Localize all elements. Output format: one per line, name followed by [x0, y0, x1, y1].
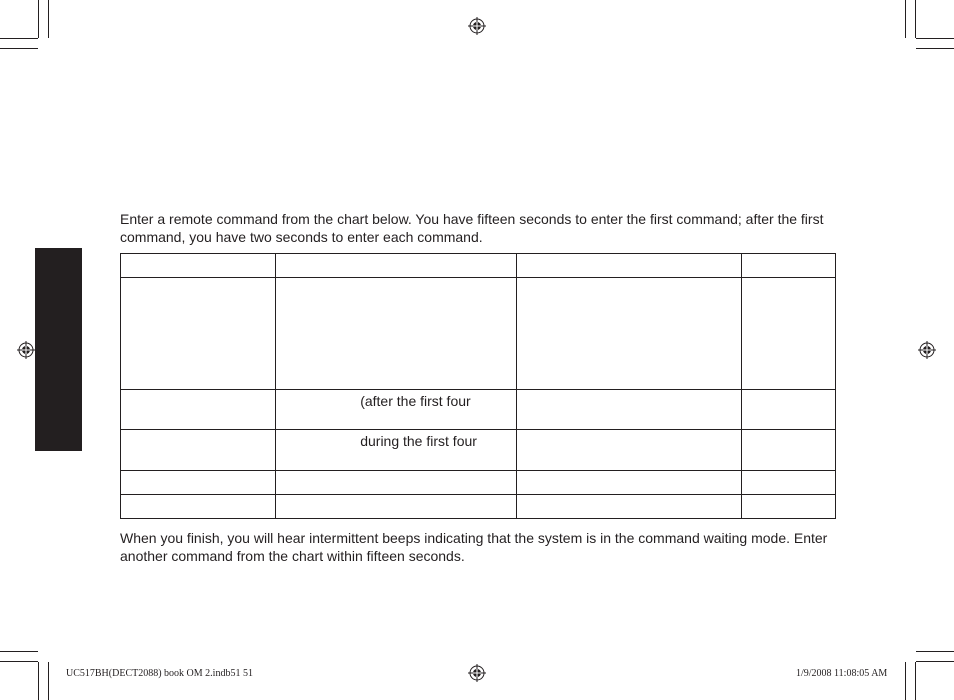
registration-target-icon	[918, 341, 936, 359]
table-cell	[516, 278, 741, 390]
crop-mark-top-left-v	[38, 0, 39, 38]
intro-paragraph: Enter a remote command from the chart below. You have fifteen seconds to enter the first command; after the first command, you have two seconds to enter each command.	[120, 211, 824, 245]
table-cell	[121, 495, 276, 519]
table-cell	[516, 254, 741, 278]
table-cell	[741, 254, 835, 278]
table-cell	[741, 390, 835, 430]
crop-mark-top-right-h2	[916, 48, 954, 49]
crop-mark-top-left-h	[0, 38, 38, 39]
table-cell	[741, 471, 835, 495]
file-info-slug: UC517BH(DECT2088) book OM 2.indb51 51	[66, 668, 253, 679]
crop-mark-bottom-left-v	[38, 662, 39, 700]
table-row	[121, 390, 836, 430]
table-cell	[121, 471, 276, 495]
table-cell	[121, 254, 276, 278]
table-cell	[276, 278, 516, 390]
table-cell	[276, 495, 516, 519]
crop-mark-top-right-h	[916, 38, 954, 39]
table-cell	[516, 430, 741, 471]
crop-mark-bottom-right-v	[915, 662, 916, 700]
crop-mark-bottom-left-h2	[0, 661, 38, 662]
registration-target-icon	[17, 341, 35, 359]
crop-mark-top-left-v2	[48, 0, 49, 38]
table-cell	[121, 390, 276, 430]
registration-target-icon	[468, 17, 486, 35]
registration-target-icon	[468, 664, 486, 682]
table-cell	[276, 471, 516, 495]
table-cell	[741, 430, 835, 471]
table-row	[121, 430, 836, 471]
table-cell	[516, 471, 741, 495]
table-cell	[121, 278, 276, 390]
table-cell	[516, 390, 741, 430]
crop-mark-top-right-v	[915, 0, 916, 38]
crop-mark-top-right-v2	[905, 0, 906, 38]
crop-mark-bottom-right-v2	[905, 662, 906, 700]
table-cell	[741, 278, 835, 390]
table-cell	[276, 254, 516, 278]
timestamp-slug: 1/9/2008 11:08:05 AM	[796, 668, 888, 679]
closing-paragraph: When you finish, you will hear intermittent beeps indicating that the system is in the command waiting mode. Enter another command from the chart within fifteen seconds.	[120, 530, 828, 564]
crop-mark-bottom-left-h	[0, 651, 38, 652]
table-row	[121, 495, 836, 519]
table-row	[121, 278, 836, 390]
crop-mark-top-left-h2	[0, 48, 38, 49]
crop-mark-bottom-right-h	[916, 651, 954, 652]
side-section-tab	[35, 248, 82, 451]
crop-mark-bottom-right-h2	[916, 661, 954, 662]
table-row	[121, 254, 836, 278]
table-cell: (after the first four	[276, 390, 516, 430]
remote-command-table	[120, 253, 836, 519]
crop-mark-bottom-left-v2	[48, 662, 49, 700]
table-cell	[516, 495, 741, 519]
table-cell	[741, 495, 835, 519]
table-cell	[121, 430, 276, 471]
table-cell: during the first four	[276, 430, 516, 471]
table-row	[121, 471, 836, 495]
